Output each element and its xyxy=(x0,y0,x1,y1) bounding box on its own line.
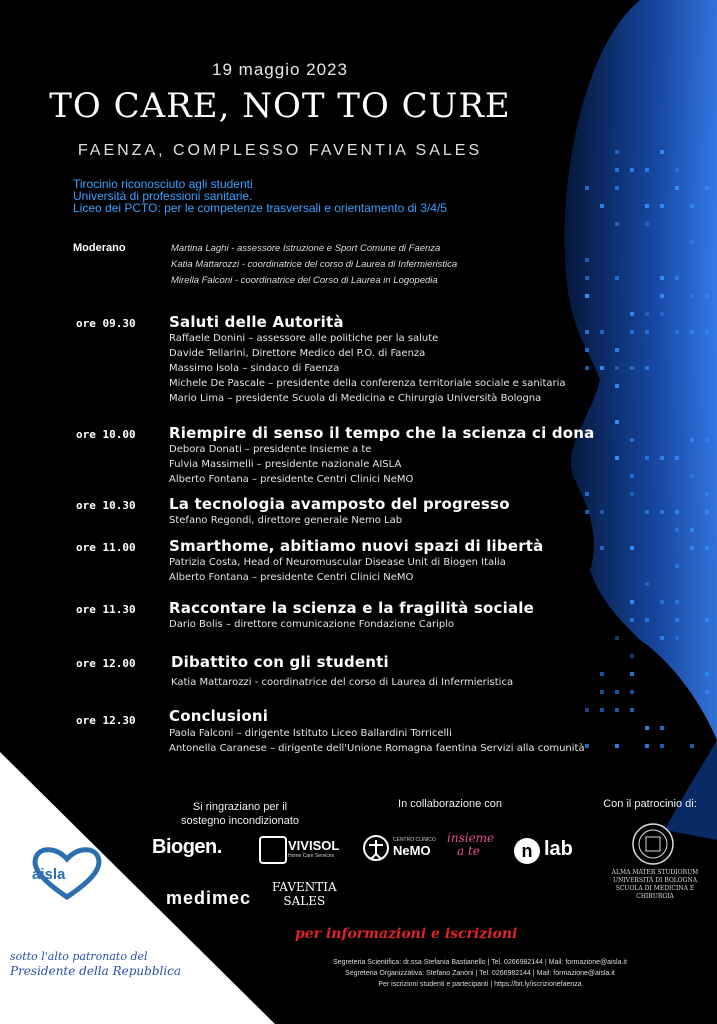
session-speakers xyxy=(171,675,513,690)
digital-dot xyxy=(660,150,664,154)
unibo-line: UNIVERSITÀ DI BOLOGNA xyxy=(612,877,698,884)
speaker-line: Debora Donati – presidente Insieme a te xyxy=(169,444,372,455)
session-time: ore 09.30 xyxy=(76,317,136,330)
thanks-line: Si ringraziano per il xyxy=(192,801,288,813)
digital-dot xyxy=(585,492,589,496)
unibo-line: ALMA MATER STUDIORUM xyxy=(611,869,699,876)
speaker-line: Stefano Regondi, direttore generale Nemo Lab xyxy=(169,515,403,526)
digital-dot xyxy=(630,366,634,370)
digital-dot xyxy=(675,186,679,190)
session-speakers xyxy=(169,331,566,406)
patronato-line: sotto l'alto patronato del xyxy=(10,950,148,963)
session-title: Raccontare la scienza e la fragilità sociale xyxy=(169,599,535,617)
digital-dot xyxy=(675,636,679,640)
medimec-logo xyxy=(166,888,251,909)
footer-line: Segreteria Scientifica: dr.ssa Stefania Bastianello | Tel. 0266982144 | Mail: formazione@aisla.it xyxy=(333,959,627,966)
digital-dot xyxy=(615,708,619,712)
digital-dot xyxy=(585,330,589,334)
session-time: ore 11.30 xyxy=(76,603,136,616)
speaker-line: Alberto Fontana – presidente Centri Clinici NeMO xyxy=(169,572,414,583)
event-title: TO CARE, NOT TO CURE xyxy=(49,86,511,126)
digital-dot xyxy=(600,690,604,694)
digital-dot xyxy=(660,204,664,208)
digital-dot xyxy=(645,222,649,226)
nemo-logo-sub: CENTRO CLINICO xyxy=(393,837,436,843)
session-title: Dibattito con gli studenti xyxy=(171,653,389,671)
digital-dot xyxy=(660,456,664,460)
digital-dot xyxy=(585,708,589,712)
digital-dot xyxy=(675,276,679,280)
digital-dot xyxy=(615,744,619,748)
digital-dot xyxy=(690,546,694,550)
digital-dot xyxy=(660,294,664,298)
event-location: FAENZA, COMPLESSO FAVENTIA SALES xyxy=(77,142,483,159)
info-registration-heading: per informazioni e iscrizioni xyxy=(295,926,518,942)
digital-dot xyxy=(660,276,664,280)
digital-dot xyxy=(615,348,619,352)
digital-dot xyxy=(630,708,634,712)
digital-dot xyxy=(615,690,619,694)
digital-dot xyxy=(690,294,694,298)
vivisol-logo xyxy=(288,838,339,859)
unibo-logo-text xyxy=(600,869,710,901)
digital-dot xyxy=(630,618,634,622)
collab-header: In collaborazione con xyxy=(398,798,502,810)
speaker-line: Davide Tellarini, Direttore Medico del P.O. di Faenza xyxy=(169,348,426,359)
session-time: ore 10.00 xyxy=(76,428,136,441)
digital-dot xyxy=(615,420,619,424)
digital-dot xyxy=(630,438,634,442)
speaker-line: Patrizia Costa, Head of Neuromuscular Disease Unit di Biogen Italia xyxy=(169,557,506,568)
digital-dot xyxy=(660,510,664,514)
digital-dot xyxy=(645,366,649,370)
thanks-header xyxy=(170,800,310,828)
speaker-line: Raffaele Donini – assessore alle politiche per la salute xyxy=(169,333,439,344)
session-speakers xyxy=(169,513,402,528)
digital-dot xyxy=(600,546,604,550)
speaker-line: Alberto Fontana – presidente Centri Clinici NeMO xyxy=(169,474,414,485)
lab-logo-text: lab xyxy=(544,838,573,860)
digital-dot xyxy=(630,168,634,172)
biogen-logo-text: Biogen. xyxy=(152,836,222,858)
digital-dot xyxy=(675,168,679,172)
nemo-logo xyxy=(393,837,436,858)
digital-dot xyxy=(630,672,634,676)
session-title: Saluti delle Autorità xyxy=(169,313,344,331)
nemo-figure-icon xyxy=(362,834,390,862)
thanks-line: sostegno incondizionato xyxy=(180,815,300,827)
insieme-a-te-logo xyxy=(447,832,494,858)
session-speakers xyxy=(169,555,506,585)
patronato-line: Presidente della Repubblica xyxy=(10,964,182,978)
footer-contacts xyxy=(270,957,690,990)
digital-dot xyxy=(615,456,619,460)
digital-dot xyxy=(585,294,589,298)
session-time: ore 12.00 xyxy=(76,657,136,670)
digital-dot xyxy=(705,294,709,298)
unibo-seal-icon xyxy=(628,822,678,866)
digital-dot xyxy=(645,726,649,730)
digital-dot xyxy=(660,636,664,640)
digital-dot xyxy=(690,438,694,442)
digital-dot xyxy=(630,600,634,604)
session-title: Conclusioni xyxy=(169,707,269,725)
digital-dot xyxy=(615,636,619,640)
digital-dot xyxy=(675,330,679,334)
session-speakers xyxy=(169,442,413,487)
digital-dot xyxy=(705,690,709,694)
digital-dot xyxy=(690,204,694,208)
digital-dot xyxy=(705,438,709,442)
digital-dot xyxy=(690,528,694,532)
digital-dot xyxy=(690,330,694,334)
session-time: ore 10.30 xyxy=(76,499,136,512)
digital-dot xyxy=(675,564,679,568)
digital-dot xyxy=(705,672,709,676)
moderano-label: Moderano xyxy=(73,242,126,254)
digital-dot xyxy=(705,492,709,496)
digital-dot xyxy=(675,528,679,532)
aisla-logo xyxy=(30,845,104,901)
digital-dot xyxy=(645,582,649,586)
digital-dot xyxy=(585,276,589,280)
digital-dot xyxy=(585,744,589,748)
medimec-logo-text: medimec xyxy=(166,888,252,908)
digital-dot xyxy=(600,510,604,514)
speaker-line: Fulvia Massimelli – presidente nazionale AISLA xyxy=(169,459,402,470)
moderator: Martina Laghi - assessore Istruzione e Sport Comune di Faenza xyxy=(171,243,441,254)
digital-dot xyxy=(615,276,619,280)
session-time: ore 11.00 xyxy=(76,541,136,554)
digital-dot xyxy=(645,312,649,316)
digital-dot xyxy=(630,474,634,478)
digital-dot xyxy=(675,618,679,622)
digital-dot xyxy=(615,168,619,172)
insieme-line: insieme xyxy=(447,831,495,845)
digital-dot xyxy=(675,510,679,514)
digital-dot xyxy=(705,618,709,622)
digital-dot xyxy=(660,600,664,604)
digital-dot xyxy=(615,384,619,388)
digital-dot xyxy=(705,186,709,190)
faventia-line: FAVENTIA xyxy=(272,880,337,894)
registration-link[interactable]: Per iscrizioni studenti e partecipanti | https://bit.ly/iscrizionefaenza xyxy=(378,981,582,988)
faventia-sales-logo xyxy=(272,880,337,908)
digital-dot xyxy=(585,348,589,352)
unibo-line: SCUOLA DI MEDICINA E CHIRURGIA xyxy=(615,885,695,900)
digital-dot xyxy=(675,600,679,604)
digital-dot xyxy=(660,744,664,748)
digital-dot xyxy=(600,366,604,370)
digital-dot xyxy=(690,240,694,244)
digital-dot xyxy=(600,672,604,676)
digital-dot xyxy=(690,744,694,748)
digital-dot xyxy=(615,186,619,190)
session-title: Smarthome, abitiamo nuovi spazi di libertà xyxy=(169,537,544,555)
digital-dot xyxy=(675,456,679,460)
speaker-line: Paola Falconi – dirigente Istituto Liceo Ballardini Torricelli xyxy=(169,728,452,739)
nemo-logo-text: NeMO xyxy=(393,843,431,858)
vivisol-logo-text: VIVISOL xyxy=(288,838,340,853)
speaker-line: Antonella Caranese – dirigente dell'Unione Romagna faentina Servizi alla comunità xyxy=(169,743,585,754)
digital-dot xyxy=(660,312,664,316)
moderator: Katia Mattarozzi - coordinatrice del corso di Laurea di Infermieristica xyxy=(171,259,458,270)
digital-dot xyxy=(645,618,649,622)
digital-dot xyxy=(585,186,589,190)
speaker-line: Michele De Pascale – presidente della conferenza territoriale sociale e sanitaria xyxy=(169,378,566,389)
digital-dot xyxy=(705,330,709,334)
digital-dot xyxy=(645,456,649,460)
digital-dot xyxy=(615,222,619,226)
speaker-line: Dario Bolis – direttore comunicazione Fondazione Cariplo xyxy=(169,619,455,630)
digital-dot xyxy=(645,744,649,748)
digital-dot xyxy=(645,204,649,208)
event-date: 19 maggio 2023 xyxy=(212,60,348,79)
session-time: ore 12.30 xyxy=(76,714,136,727)
aisla-logo-text: aisla xyxy=(32,866,66,883)
tirocinio-note xyxy=(73,178,447,214)
patronato-text xyxy=(10,950,181,978)
tirocinio-line: Università di professioni sanitarie. xyxy=(73,189,253,203)
nemo-lab-logo xyxy=(544,838,573,861)
digital-dot xyxy=(585,366,589,370)
tirocinio-line: Tirocinio riconosciuto agli studenti xyxy=(73,177,253,191)
digital-dot xyxy=(645,510,649,514)
digital-dot xyxy=(630,492,634,496)
digital-dot xyxy=(585,258,589,262)
digital-dot xyxy=(615,366,619,370)
moderator: Mirella Falconi - coordinatrice del Corso di Laurea in Logopedia xyxy=(171,275,438,286)
vivisol-logo-sub: Home Care Services xyxy=(288,853,335,859)
session-speakers xyxy=(169,617,454,632)
session-title: Riempire di senso il tempo che la scienza ci dona xyxy=(169,424,595,442)
faventia-line: SALES xyxy=(283,894,326,908)
digital-dot xyxy=(585,510,589,514)
digital-dot xyxy=(645,168,649,172)
speaker-line: Mario Lima – presidente Scuola di Medicina e Chirurgia Università Bologna xyxy=(169,393,542,404)
digital-dot xyxy=(705,546,709,550)
digital-dot xyxy=(630,690,634,694)
digital-dot xyxy=(600,330,604,334)
speaker-line: Katia Mattarozzi - coordinatrice del corso di Laurea di Infermieristica xyxy=(171,677,514,688)
speaker-line: Massimo Isola – sindaco di Faenza xyxy=(169,363,340,374)
footer-line: Segreteria Organizzativa: Stefano Zanoni | Tel. 0266982144 | Mail: formazione@aisla.it xyxy=(345,970,615,977)
digital-dot xyxy=(600,204,604,208)
insieme-line: a te xyxy=(457,844,480,858)
digital-dot xyxy=(660,726,664,730)
tirocinio-line: Liceo dei PCTO: per le competenze trasversali e orientamento di 3/4/5 xyxy=(73,201,447,215)
nemo-lab-icon: n xyxy=(514,838,540,864)
digital-dot xyxy=(645,330,649,334)
digital-dot xyxy=(630,654,634,658)
digital-dot xyxy=(630,330,634,334)
digital-dot xyxy=(690,474,694,478)
digital-dot xyxy=(630,312,634,316)
digital-dot xyxy=(615,150,619,154)
digital-dot xyxy=(630,546,634,550)
vivisol-icon xyxy=(259,836,287,864)
digital-dot xyxy=(705,510,709,514)
biogen-logo xyxy=(152,836,222,859)
session-title: La tecnologia avamposto del progresso xyxy=(169,495,510,513)
patrocinio-header: Con il patrocinio di: xyxy=(603,798,697,810)
digital-dot xyxy=(600,708,604,712)
